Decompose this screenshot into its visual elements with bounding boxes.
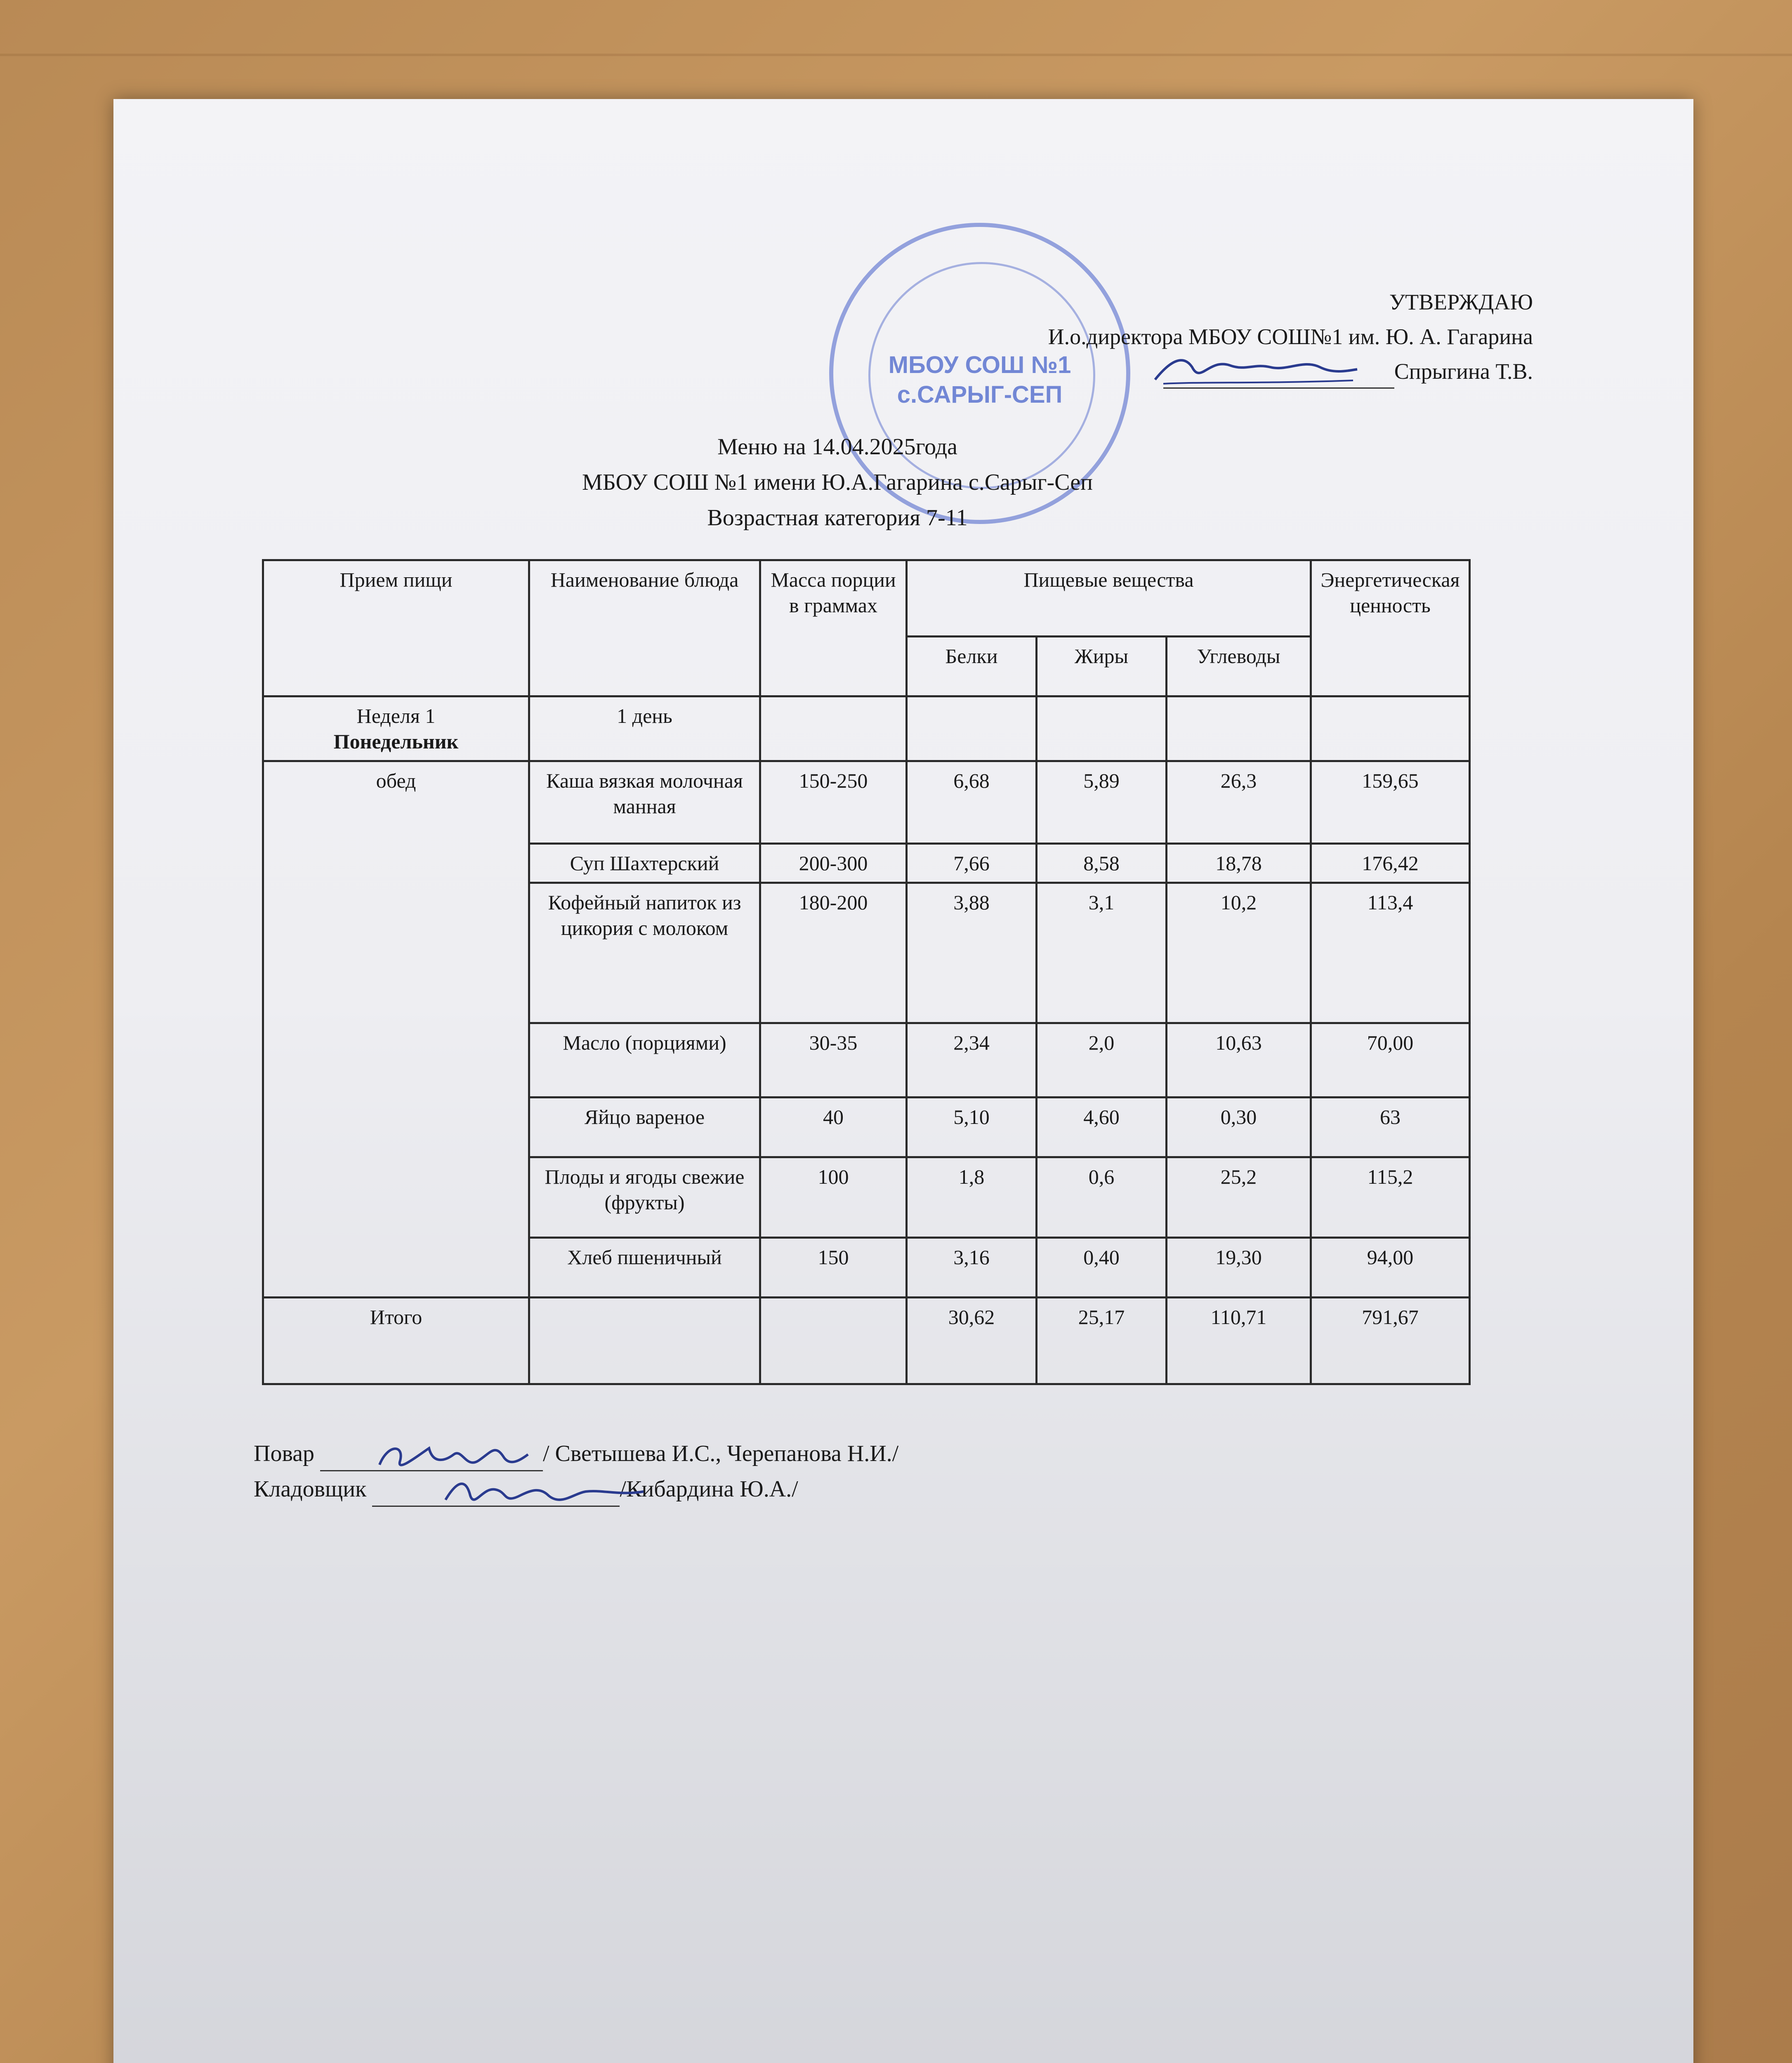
protein: 3,88 (907, 883, 1037, 1023)
menu-title: Меню на 14.04.2025года (717, 434, 957, 460)
week-label: Неделя 1 (356, 704, 436, 727)
portion: 150-250 (760, 761, 907, 844)
portion: 150 (760, 1238, 907, 1298)
protein: 2,34 (907, 1023, 1037, 1098)
protein: 3,16 (907, 1238, 1037, 1298)
protein: 6,68 (907, 761, 1037, 844)
storekeeper-label: Кладовщик (254, 1476, 367, 1502)
day-label: 1 день (529, 696, 760, 761)
wood-grain (0, 54, 1792, 56)
age-category: Возрастная категория 7-11 (707, 505, 968, 531)
table-row (263, 761, 1470, 844)
menu-table (262, 559, 1471, 1385)
portion: 200-300 (760, 844, 907, 883)
header-meal: Прием пищи (263, 560, 529, 696)
document-titles (446, 429, 1229, 536)
dish-name: Суп Шахтерский (529, 844, 760, 883)
cook-line (254, 1436, 898, 1471)
carbs: 25,2 (1167, 1157, 1311, 1238)
protein: 5,10 (907, 1098, 1037, 1157)
header-carbs: Углеводы (1167, 637, 1311, 696)
carbs: 10,2 (1167, 883, 1311, 1023)
energy: 63 (1311, 1098, 1470, 1157)
cook-names: / Светышева И.С., Черепанова Н.И./ (543, 1441, 899, 1466)
total-carbs: 110,71 (1167, 1298, 1311, 1384)
fat: 0,40 (1037, 1238, 1167, 1298)
stamp-text-2: с.САРЫГ-СЕП (897, 381, 1063, 408)
header-fat: Жиры (1037, 637, 1167, 696)
portion: 40 (760, 1098, 907, 1157)
header-nutrients: Пищевые вещества (907, 560, 1311, 637)
fat: 8,58 (1037, 844, 1167, 883)
dish-name: Яйцо вареное (529, 1098, 760, 1157)
approval-position: И.о.директора МБОУ СОШ№1 им. Ю. А. Гагарина (1048, 324, 1533, 349)
stamp-text-1: МБОУ СОШ №1 (888, 352, 1071, 378)
energy: 94,00 (1311, 1238, 1470, 1298)
school-name: МБОУ СОШ №1 имени Ю.А.Гагарина с.Сарыг-Сеп (582, 470, 1093, 495)
week-day-row (263, 696, 1470, 761)
portion: 100 (760, 1157, 907, 1238)
header-portion: Масса порции в граммах (760, 560, 907, 696)
carbs: 18,78 (1167, 844, 1311, 883)
meal-name: обед (263, 761, 529, 1298)
cook-label: Повар (254, 1441, 314, 1466)
protein: 7,66 (907, 844, 1037, 883)
energy: 176,42 (1311, 844, 1470, 883)
energy: 113,4 (1311, 883, 1470, 1023)
fat: 5,89 (1037, 761, 1167, 844)
dish-name: Хлеб пшеничный (529, 1238, 760, 1298)
fat: 0,6 (1037, 1157, 1167, 1238)
approval-heading: УТВЕРЖДАЮ (1389, 290, 1533, 314)
approval-signatory: Спрыгина Т.В. (1394, 359, 1533, 384)
protein: 1,8 (907, 1157, 1037, 1238)
total-label: Итого (263, 1298, 529, 1384)
header-energy: Энергетическая ценность (1311, 560, 1470, 696)
day-name: Понедельник (333, 730, 459, 753)
carbs: 0,30 (1167, 1098, 1311, 1157)
fat: 4,60 (1037, 1098, 1167, 1157)
fat: 2,0 (1037, 1023, 1167, 1098)
total-protein: 30,62 (907, 1298, 1037, 1384)
energy: 159,65 (1311, 761, 1470, 844)
storekeeper-name: /Кибардина Ю.А./ (620, 1476, 798, 1502)
week-day-cell (263, 696, 529, 761)
total-row (263, 1298, 1470, 1384)
dish-name: Плоды и ягоды свежие (фрукты) (529, 1157, 760, 1238)
dish-name: Кофейный напиток из цикория с молоком (529, 883, 760, 1023)
header-protein: Белки (907, 637, 1037, 696)
storekeeper-signature (437, 1471, 652, 1516)
carbs: 19,30 (1167, 1238, 1311, 1298)
dish-name: Каша вязкая молочная манная (529, 761, 760, 844)
carbs: 10,63 (1167, 1023, 1311, 1098)
portion: 180-200 (760, 883, 907, 1023)
total-fat: 25,17 (1037, 1298, 1167, 1384)
dish-name: Масло (порциями) (529, 1023, 760, 1098)
total-energy: 791,67 (1311, 1298, 1470, 1384)
carbs: 26,3 (1167, 761, 1311, 844)
energy: 115,2 (1311, 1157, 1470, 1238)
portion: 30-35 (760, 1023, 907, 1098)
energy: 70,00 (1311, 1023, 1470, 1098)
header-dish: Наименование блюда (529, 560, 760, 696)
director-signature (1147, 342, 1361, 396)
fat: 3,1 (1037, 883, 1167, 1023)
